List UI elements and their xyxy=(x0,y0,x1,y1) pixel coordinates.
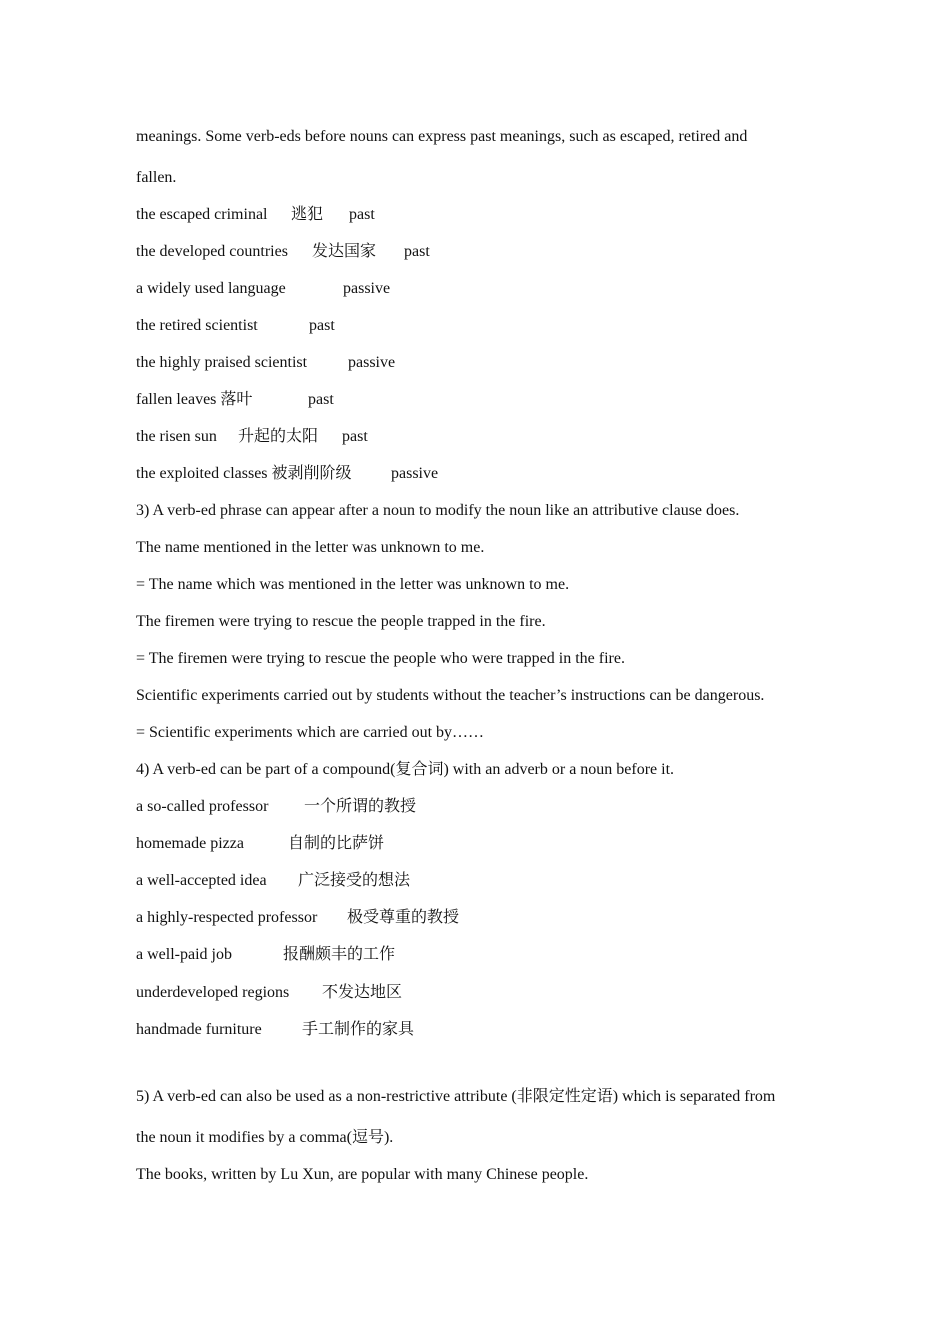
rule-3-example: = The firemen were trying to rescue the people who were trapped in the fire. xyxy=(136,650,625,667)
rule-5-example: The books, written by Lu Xun, are popular with many Chinese people. xyxy=(136,1166,589,1183)
example-type: passive xyxy=(348,354,396,371)
example-phrase: the retired scientist xyxy=(136,317,258,334)
example-phrase: the developed countries xyxy=(136,243,288,260)
rule-5-line-1: 5) A verb-ed can also be used as a non-restrictive attribute (非限定性定语) which is separated from xyxy=(136,1088,776,1105)
rule-3-example: The name mentioned in the letter was unknown to me. xyxy=(136,539,485,556)
example-gloss: 逃犯 xyxy=(291,206,324,223)
example-phrase: a widely used language xyxy=(136,280,286,297)
example-type: past xyxy=(308,391,334,408)
compound-gloss: 报酬颇丰的工作 xyxy=(283,946,396,963)
compound-gloss: 自制的比萨饼 xyxy=(288,835,385,852)
example-type: past xyxy=(349,206,375,223)
compound-gloss: 一个所谓的教授 xyxy=(304,798,417,815)
rule-3-example: = The name which was mentioned in the letter was unknown to me. xyxy=(136,576,570,593)
compound-phrase: handmade furniture xyxy=(136,1021,262,1038)
compound-phrase: a well-accepted idea xyxy=(136,872,267,889)
intro-line-1: meanings. Some verb-eds before nouns can express past meanings, such as escaped, retired and xyxy=(136,128,748,145)
rule-3-example: Scientific experiments carried out by students without the teacher’s instructions can be dangerous. xyxy=(136,687,765,704)
compound-phrase: homemade pizza xyxy=(136,835,244,852)
rule-3-example: The firemen were trying to rescue the people trapped in the fire. xyxy=(136,613,546,630)
example-phrase: the escaped criminal xyxy=(136,206,268,223)
rule-5-line-2: the noun it modifies by a comma(逗号). xyxy=(136,1129,394,1146)
compound-gloss: 不发达地区 xyxy=(322,984,403,1001)
compound-gloss: 广泛接受的想法 xyxy=(298,872,411,889)
example-type: past xyxy=(342,428,368,445)
compound-phrase: a so-called professor xyxy=(136,798,269,815)
intro-line-2: fallen. xyxy=(136,169,177,186)
example-type: passive xyxy=(343,280,391,297)
example-phrase: the risen sun xyxy=(136,428,217,445)
example-phrase: fallen leaves 落叶 xyxy=(136,391,253,408)
example-type: past xyxy=(404,243,430,260)
example-phrase: the exploited classes 被剥削阶级 xyxy=(136,465,352,482)
compound-gloss: 手工制作的家具 xyxy=(302,1021,415,1038)
compound-phrase: a well-paid job xyxy=(136,946,232,963)
example-gloss: 发达国家 xyxy=(312,243,377,260)
compound-phrase: underdeveloped regions xyxy=(136,984,290,1001)
rule-3-heading: 3) A verb-ed phrase can appear after a noun to modify the noun like an attributive clause does. xyxy=(136,502,740,519)
example-phrase: the highly praised scientist xyxy=(136,354,308,371)
example-type: passive xyxy=(391,465,439,482)
compound-gloss: 极受尊重的教授 xyxy=(347,909,460,926)
rule-3-example: = Scientific experiments which are carried out by…… xyxy=(136,724,485,741)
example-gloss: 升起的太阳 xyxy=(238,428,319,445)
rule-4-heading: 4) A verb-ed can be part of a compound(复合词) with an adverb or a noun before it. xyxy=(136,761,675,778)
example-type: past xyxy=(309,317,335,334)
compound-phrase: a highly-respected professor xyxy=(136,909,318,926)
